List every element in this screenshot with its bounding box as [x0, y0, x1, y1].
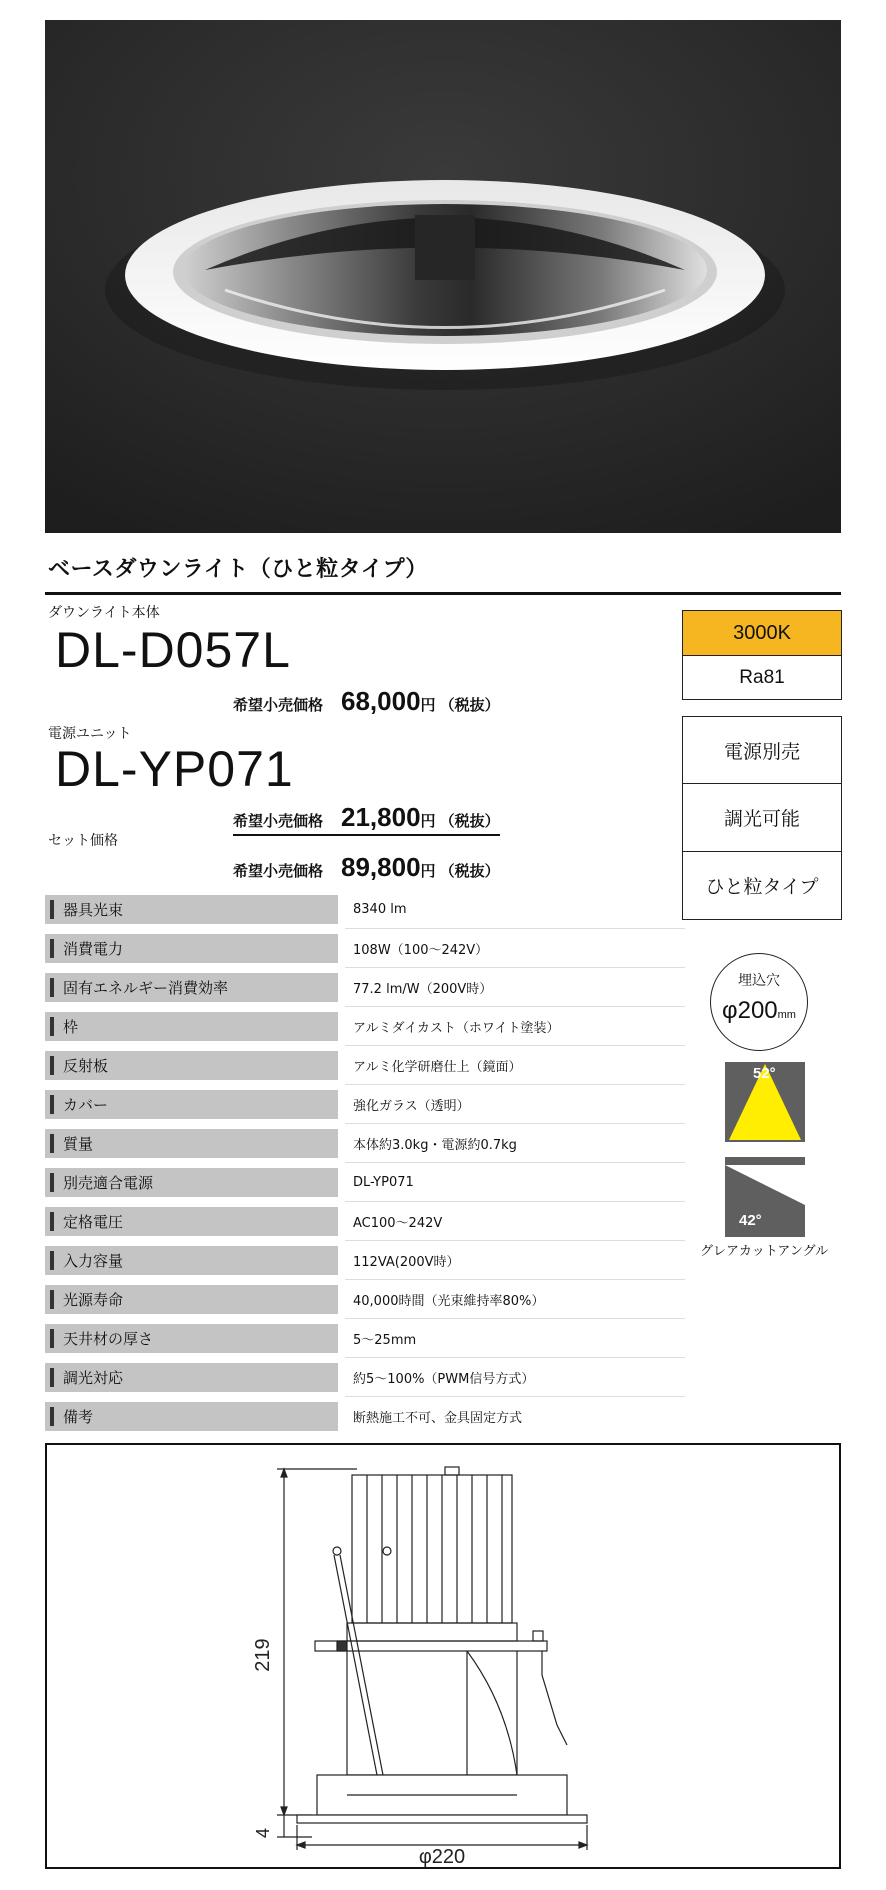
- spec-value: 112VA(200V時）: [353, 1255, 460, 1270]
- price-value: 21,800: [341, 802, 421, 832]
- spec-label: 固有エネルギー消費効率: [63, 979, 229, 997]
- power-unit-model: DL-YP071: [55, 741, 294, 797]
- price-tax: （税抜）: [439, 812, 500, 830]
- spec-row: [45, 1010, 685, 1049]
- set-price-label: セット価格: [48, 833, 118, 849]
- price-tax: （税抜）: [439, 696, 500, 714]
- spec-row: [45, 932, 685, 971]
- spec-label: 入力容量: [63, 1252, 124, 1270]
- height-dimension: 219: [252, 1638, 274, 1672]
- power-unit-label: 電源ユニット: [48, 726, 132, 742]
- power-unit-price: [233, 802, 500, 836]
- body-unit-label: ダウンライト本体: [48, 605, 160, 621]
- spec-label: 消費電力: [63, 940, 124, 958]
- spec-value: DL-YP071: [353, 1175, 414, 1190]
- spec-label: カバー: [63, 1096, 109, 1114]
- spec-row: [45, 1400, 685, 1439]
- spec-row: [45, 1166, 685, 1205]
- cutout-hole-badge: [710, 953, 808, 1051]
- spec-label: 光源寿命: [63, 1291, 124, 1309]
- spec-row: [45, 1049, 685, 1088]
- spec-label: 枠: [63, 1018, 79, 1036]
- spec-value: 本体約3.0kg・電源約0.7kg: [353, 1138, 517, 1153]
- spec-row: [45, 1283, 685, 1322]
- spec-label: 器具光束: [63, 901, 124, 919]
- spec-table: [45, 893, 685, 1439]
- spec-label: 反射板: [63, 1057, 109, 1075]
- spec-label: 天井材の厚さ: [63, 1330, 154, 1348]
- spec-value: 8340 lm: [353, 902, 407, 917]
- spec-value: 40,000時間（光束維持率80%）: [353, 1294, 545, 1309]
- feature-box: 調光可能: [682, 784, 842, 852]
- body-unit-model: DL-D057L: [55, 622, 291, 678]
- spec-value: 強化ガラス（透明）: [353, 1099, 470, 1114]
- diameter-dimension: φ220: [418, 1846, 466, 1867]
- spec-value: 108W（100～242V）: [353, 943, 489, 958]
- hole-label: 埋込穴: [738, 973, 780, 989]
- glare-cut-label: グレアカットアングル: [700, 1244, 829, 1259]
- spec-value: 断熱施工不可、金具固定方式: [353, 1411, 523, 1426]
- set-price: [233, 852, 500, 883]
- price-unit: 円: [420, 812, 436, 830]
- price-value: 68,000: [341, 686, 421, 716]
- spec-row: [45, 1244, 685, 1283]
- glare-angle-value: 42°: [739, 1212, 762, 1229]
- spec-value: アルミダイカスト（ホワイト塗装）: [353, 1021, 560, 1036]
- beam-angle-icon: [725, 1062, 805, 1142]
- hole-size: φ200mm: [722, 997, 796, 1024]
- spec-label: 質量: [63, 1135, 94, 1153]
- spec-row: [45, 893, 685, 932]
- price-value: 89,800: [341, 852, 421, 882]
- price-label: 希望小売価格: [233, 862, 324, 880]
- price-label: 希望小売価格: [233, 812, 324, 830]
- spec-row: [45, 1361, 685, 1400]
- spec-value: 77.2 lm/W（200V時）: [353, 982, 493, 997]
- spec-row: [45, 1205, 685, 1244]
- beam-angle-value: 52°: [753, 1065, 776, 1082]
- glare-cut-icon: [725, 1157, 805, 1237]
- spec-row: [45, 971, 685, 1010]
- price-label: 希望小売価格: [233, 696, 324, 714]
- feature-box: ひと粒タイプ: [682, 852, 842, 920]
- price-tax: （税抜）: [439, 862, 500, 880]
- feature-box: 電源別売: [682, 716, 842, 784]
- product-photo: [45, 20, 841, 533]
- product-category-title: ベースダウンライト（ひと粒タイプ）: [48, 557, 428, 582]
- dimension-drawing: [45, 1443, 841, 1869]
- spec-value: AC100～242V: [353, 1216, 443, 1231]
- spec-label: 定格電圧: [63, 1213, 124, 1231]
- color-temp-badge: 3000K: [682, 610, 842, 656]
- spec-value: アルミ化学研磨仕上（鏡面）: [353, 1060, 522, 1075]
- body-unit-price: [233, 686, 500, 717]
- spec-label: 調光対応: [63, 1369, 124, 1387]
- spec-label: 別売適合電源: [63, 1174, 154, 1192]
- ra-badge: Ra81: [682, 656, 842, 700]
- price-unit: 円: [420, 696, 436, 714]
- spec-value: 5～25mm: [353, 1333, 417, 1348]
- title-divider: [45, 592, 841, 595]
- flange-dimension: 4: [253, 1827, 273, 1839]
- spec-row: [45, 1127, 685, 1166]
- spec-row: [45, 1088, 685, 1127]
- price-unit: 円: [420, 862, 436, 880]
- spec-label: 備考: [63, 1408, 94, 1426]
- spec-value: 約5～100%（PWM信号方式）: [353, 1372, 535, 1387]
- spec-row: [45, 1322, 685, 1361]
